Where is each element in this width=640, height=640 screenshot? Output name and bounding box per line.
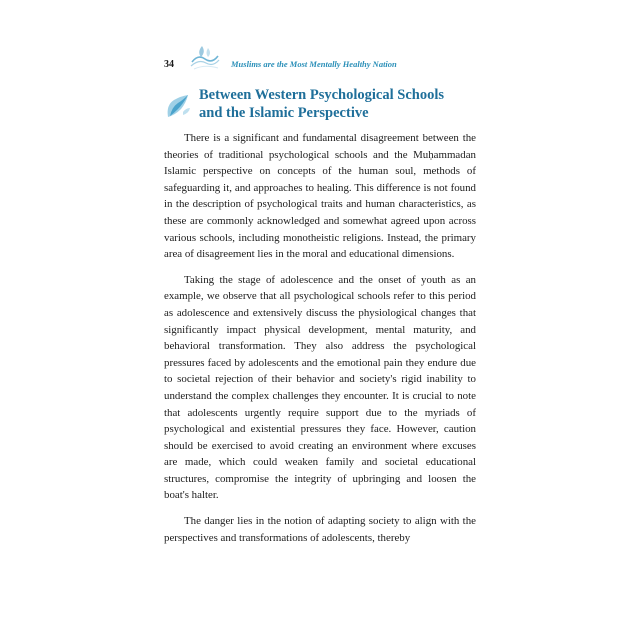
page-header	[164, 40, 484, 80]
leaf-drop-icon	[164, 92, 194, 120]
paragraph-1: There is a significant and fundamental disagreement between the theories of traditional psychological schools and the Muḥammadan Islamic perspective on concepts of the human soul, methods of safeguarding it, and approaches to healing. This difference is not found in the description of psychological traits and human characteristics, as these are commonly acknowledged and somewhat agreed upon across various schools, including monotheistic religions. Instead, the primary area of disagreement lies in the moral and educational dimensions.	[164, 132, 476, 261]
paragraph-3: The danger lies in the notion of adapting society to align with the perspectives and transformations of adolescents, thereby	[164, 515, 476, 544]
section-title-line-2: and the Islamic Perspective	[199, 105, 369, 121]
swirl-wave-logo-icon	[188, 42, 222, 72]
page-number: 34	[164, 59, 174, 70]
section-title	[199, 86, 499, 122]
paragraph-2: Taking the stage of adolescence and the onset of youth as an example, we observe that all psychological schools refer to this period as adolescence and extensively discuss the physiological changes that significantly impact physical development, mental maturity, and behavioral transformation. They also address the psychological pressures faced by adolescents and the emotional pain they endure due to societal rejection of their behavior and society's rigid inability to understand the complex challenges they encounter. It is crucial to note that adolescents urgently require support due to the myriads of psychological and existential pressures they face. However, caution should be exercised to avoid creating an environment where excuses are made, which could weaken family and societal educational structures, compromise the integrity of upbringing and loosen the boat's halter.	[164, 273, 476, 502]
section-title-line-1: Between Western Psychological Schools	[199, 87, 445, 103]
body-text	[164, 130, 476, 555]
running-title: Muslims are the Most Mentally Healthy Nation	[231, 59, 397, 69]
